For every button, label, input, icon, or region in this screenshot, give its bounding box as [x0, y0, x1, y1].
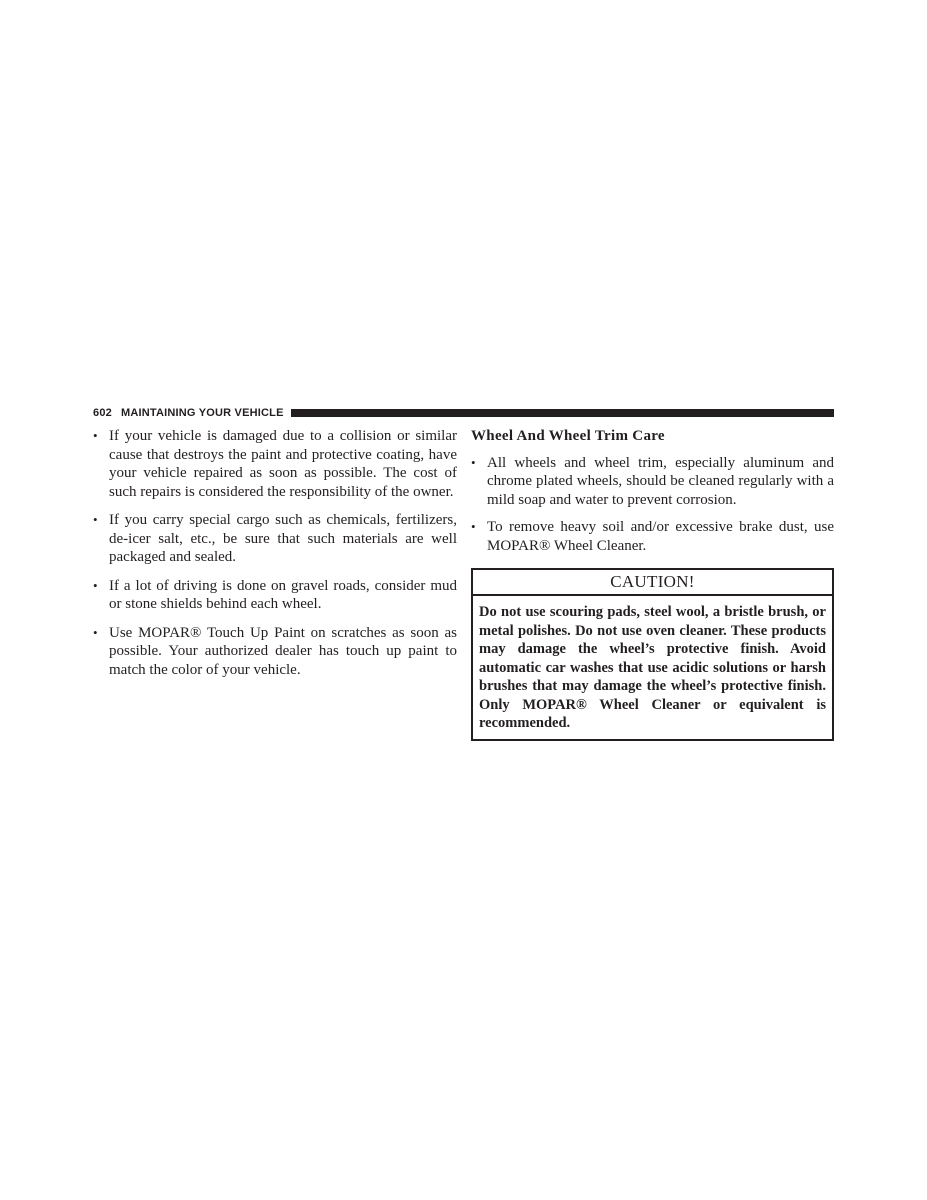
list-item — [471, 518, 834, 555]
section-heading: Wheel And Wheel Trim Care — [471, 428, 665, 444]
list-item — [93, 511, 457, 567]
right-bullet-list — [471, 454, 834, 556]
page-header — [93, 405, 834, 421]
list-item-text: If a lot of driving is done on gravel roads, consider mud or stone shields behind each wheel. — [109, 577, 457, 612]
left-column — [93, 427, 457, 689]
caution-box — [471, 568, 834, 741]
list-item-text: If your vehicle is damaged due to a collision or similar cause that destroys the paint and protective coating, have your vehicle repaired as soon as possible. The cost of such repairs is considered the responsibility of the owner. — [109, 428, 457, 500]
bullet-icon: • — [471, 519, 476, 534]
header-rule — [291, 409, 834, 417]
list-item — [93, 624, 457, 680]
bullet-icon: • — [93, 624, 98, 640]
page-number: 602 — [93, 407, 112, 419]
list-item — [471, 454, 834, 510]
list-item — [93, 577, 457, 614]
bullet-icon: • — [93, 577, 98, 593]
list-item-text: All wheels and wheel trim, especially aluminum and chrome plated wheels, should be cleaned regularly with a mild soap and water to prevent corrosion. — [487, 454, 834, 508]
list-item-text: Use MOPAR® Touch Up Paint on scratches as soon as possible. Your authorized dealer has touch up paint to match the color of your vehicle. — [109, 624, 457, 678]
right-column — [471, 427, 834, 741]
bullet-icon: • — [471, 454, 476, 470]
bullet-icon: • — [93, 428, 98, 443]
left-bullet-list — [93, 427, 457, 679]
list-item-text: To remove heavy soil and/or excessive brake dust, use MOPAR® Wheel Cleaner. — [487, 519, 834, 554]
section-title: MAINTAINING YOUR VEHICLE — [120, 407, 284, 419]
bullet-icon: • — [93, 512, 98, 527]
caution-text: Do not use scouring pads, steel wool, a bristle brush, or metal polishes. Do not use oven cleaner. These products may damage the wheel’s protective finish. Avoid automatic car washes that use acidic solutions or harsh brushes that may damage the wheel’s protective finish. Only MOPAR® Wheel Cleaner or equivalent is recommended. — [479, 604, 826, 731]
caution-title: CAUTION! — [473, 570, 832, 596]
list-item-text: If you carry special cargo such as chemicals, fertilizers, de-icer salt, etc., be sure that such materials are well packaged and sealed. — [109, 512, 457, 565]
list-item — [93, 427, 457, 501]
